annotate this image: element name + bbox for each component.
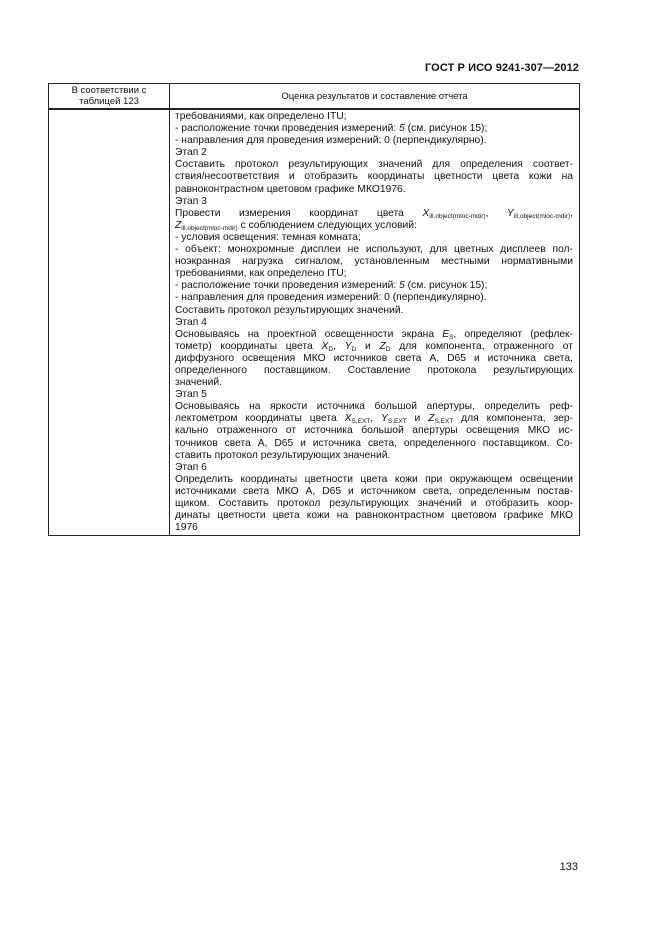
text-line: Провести измерения координат цвета $X_{ill,object(mloc-mdir)}$, $Y_{ill,object(mloc-mdir)}$, bbox=[175, 207, 573, 220]
text-line: источниками света МКО А, D65 и источником света, определенным постав- bbox=[175, 485, 573, 497]
evaluation-cell bbox=[170, 109, 580, 536]
requirements-table bbox=[48, 83, 580, 536]
text-line: требованиями, как определено ITU; bbox=[175, 111, 347, 122]
text-line: значений. bbox=[175, 377, 223, 389]
text-line: - условия освещения: темная комната; bbox=[175, 231, 361, 243]
text-line: $Z_{ill,object(mloc-mdir)}$ с соблюдением следующих условий: bbox=[175, 219, 417, 232]
text-line: щиком. Составить протокол результирующих значений и отобразить коор- bbox=[175, 498, 573, 509]
text-line: ствия/несоответствия и отобразить координаты цветности цвета кожи на bbox=[175, 171, 573, 183]
stage-title: Этап 6 bbox=[175, 461, 207, 473]
stage-title: Этап 2 bbox=[175, 147, 207, 159]
text-line: точников света А, D65 и источника света, определенного поставщиком. Со- bbox=[175, 437, 573, 449]
text-line: ноэкранная нагрузка сигналом, установленным местными нормативными bbox=[175, 256, 573, 268]
text-line: определенного поставщиком. Составление протокола результирующих bbox=[175, 364, 573, 376]
text-line: Составить протокол результирующих значений. bbox=[175, 304, 404, 316]
text-line: Определить координаты цветности цвета кожи при окружающем освещении bbox=[175, 473, 573, 485]
text-line: лектометром координаты цвета $X_{S,EXT}$, $Y_{S,EXT}$ и $Z_{S,EXT}$ для компонента, зер- bbox=[175, 413, 573, 426]
text-line: Составить протокол результирующих значений для определения соответ- bbox=[175, 159, 573, 171]
text-line: Основываясь на проектной освещенности экрана $E_S$, определяют (рефлек- bbox=[175, 328, 573, 341]
text-line: - расположение точки проведения измерений: 5 (см. рисунок 15); bbox=[175, 280, 488, 292]
stage-title: Этап 5 bbox=[175, 389, 207, 401]
stage-title: Этап 4 bbox=[175, 316, 207, 328]
text-line: 1976 bbox=[175, 522, 198, 534]
column-header-evaluation: Оценка результатов и составление отчета bbox=[170, 84, 580, 110]
text-line: кально отраженного от источника большой апертуры освещения МКО ис- bbox=[175, 425, 573, 437]
text-line: равноконтрастном цветовом графике МКО1976. bbox=[175, 183, 406, 195]
table-row bbox=[49, 109, 580, 536]
text-line: требованиями, как определено ITU; bbox=[175, 268, 347, 280]
text-line: диффузного освещения МКО источников света А, D65 и источника света, bbox=[175, 352, 573, 364]
document-code: ГОСТ Р ИСО 9241-307—2012 bbox=[424, 62, 579, 74]
reference-cell bbox=[49, 109, 170, 536]
column-header-reference: В соответствии с таблицей 123 bbox=[49, 84, 170, 110]
text-line: ставить протокол результирующих значений. bbox=[175, 449, 391, 461]
text-line: - объект: монохромные дисплеи не используют, для цветных дисплеев пол- bbox=[175, 244, 573, 256]
text-line: динаты цветности цвета кожи на равноконтрастном цветовом графике МКО bbox=[175, 510, 573, 522]
text-line: - направления для проведения измерений: 0 (перпендикулярно). bbox=[175, 292, 487, 304]
stage-title: Этап 3 bbox=[175, 195, 207, 207]
page-number: 133 bbox=[559, 861, 578, 873]
text-line: Основываясь на яркости источника большой апертуры, определить реф- bbox=[175, 401, 573, 413]
table-header-row bbox=[49, 84, 580, 110]
text-line: - направления для проведения измерений: 0 (перпендикулярно). bbox=[175, 135, 487, 147]
text-line: - расположение точки проведения измерений: 5 (см. рисунок 15); bbox=[175, 123, 488, 135]
text-line: тометр) координаты цвета $X_D$, $Y_D$ и $Z_D$ для компонента, отраженного от bbox=[175, 340, 573, 353]
